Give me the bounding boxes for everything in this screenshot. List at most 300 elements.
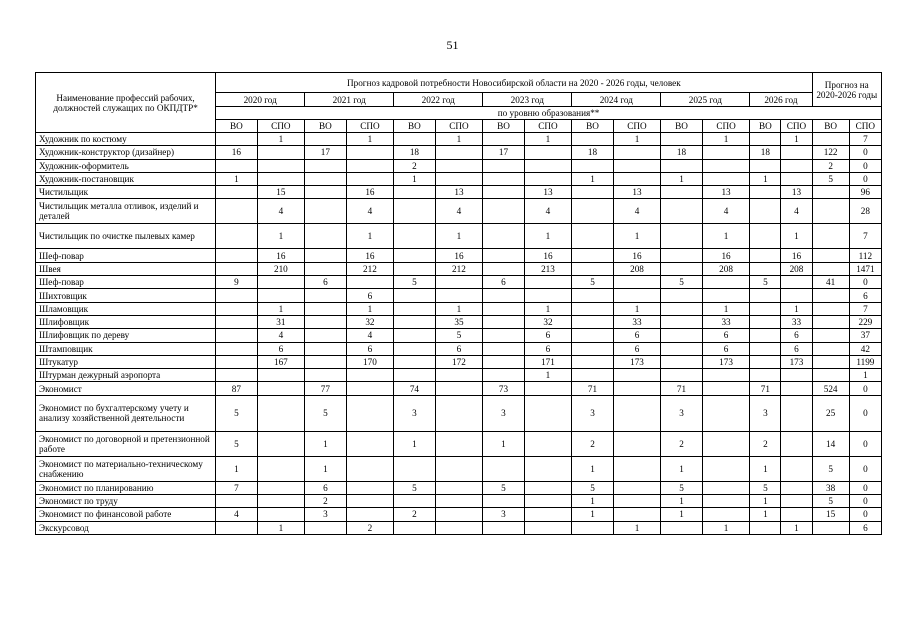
vo-value-cell: 18 <box>661 146 702 159</box>
spo-value-cell: 13 <box>613 186 661 199</box>
profession-name-cell: Чистильщик <box>36 186 216 199</box>
spo-value-cell <box>435 289 483 302</box>
spo-value-cell: 208 <box>781 262 812 275</box>
spo-value-cell: 6 <box>346 289 394 302</box>
vo-value-cell <box>216 249 257 262</box>
spo-value-cell: 6 <box>702 329 750 342</box>
spo-value-cell: 35 <box>435 315 483 328</box>
vo-value-cell: 5 <box>661 276 702 289</box>
spo-value-cell: 16 <box>524 249 572 262</box>
spo-value-cell <box>524 431 572 456</box>
table-header <box>36 73 882 133</box>
spo-value-cell <box>346 159 394 172</box>
spo-value-cell: 16 <box>702 249 750 262</box>
profession-name-cell: Шлифовщик по дереву <box>36 329 216 342</box>
vo-value-cell: 18 <box>394 146 435 159</box>
spo-value-cell: 4 <box>435 199 483 224</box>
vo-value-cell: 9 <box>216 276 257 289</box>
vo-value-cell <box>394 456 435 481</box>
total-forecast-header: Прогноз на 2020-2026 годы <box>812 73 882 107</box>
profession-name-cell: Шихтовщик <box>36 289 216 302</box>
spo-value-cell: 7 <box>849 133 881 146</box>
vo-value-cell <box>394 495 435 508</box>
vo-value-cell <box>394 355 435 368</box>
vo-value-cell <box>305 224 346 249</box>
vo-value-cell <box>305 521 346 534</box>
spo-value-cell <box>613 481 661 494</box>
vo-value-cell <box>305 329 346 342</box>
profession-name-cell: Экономист по договорной и претензионной работе <box>36 431 216 456</box>
table-row <box>36 395 882 431</box>
vo-value-cell: 1 <box>572 495 613 508</box>
spo-value-cell <box>257 146 305 159</box>
spo-value-cell: 7 <box>849 302 881 315</box>
vo-value-cell: 6 <box>483 276 524 289</box>
profession-name-cell: Художник по костюму <box>36 133 216 146</box>
spo-value-cell <box>781 276 812 289</box>
spo-value-cell <box>257 395 305 431</box>
profession-name-cell: Художник-оформитель <box>36 159 216 172</box>
vo-value-cell <box>661 369 702 382</box>
vo-value-cell: 87 <box>216 382 257 395</box>
spo-value-cell: 31 <box>257 315 305 328</box>
vo-value-cell <box>305 315 346 328</box>
spo-value-cell <box>702 456 750 481</box>
profession-name-cell: Шламовщик <box>36 302 216 315</box>
vo-value-cell: 1 <box>572 456 613 481</box>
spo-value-cell <box>702 395 750 431</box>
spo-value-cell <box>257 456 305 481</box>
vo-value-cell <box>305 355 346 368</box>
spo-value-cell: 6 <box>524 342 572 355</box>
vo-value-cell: 25 <box>812 395 849 431</box>
vo-value-cell <box>572 249 613 262</box>
spo-value-cell: 13 <box>435 186 483 199</box>
vo-value-cell <box>572 329 613 342</box>
vo-value-cell: 1 <box>661 172 702 185</box>
spo-value-cell <box>781 159 812 172</box>
spo-value-cell: 15 <box>257 186 305 199</box>
year-header: 2024 год <box>572 93 661 107</box>
spo-value-cell: 1 <box>524 369 572 382</box>
profession-column-header: Наименование профессий рабочих, должностей служащих по ОКПДТР* <box>36 73 216 133</box>
vo-value-cell <box>812 199 849 224</box>
vo-value-cell: 38 <box>812 481 849 494</box>
vo-value-cell <box>572 369 613 382</box>
vo-value-cell: 5 <box>812 456 849 481</box>
spo-value-cell <box>613 172 661 185</box>
vo-value-cell: 3 <box>661 395 702 431</box>
spo-value-cell <box>346 172 394 185</box>
vo-value-cell <box>750 289 781 302</box>
table-row <box>36 262 882 275</box>
vo-value-cell: 7 <box>216 481 257 494</box>
vo-value-cell <box>483 521 524 534</box>
vo-value-cell <box>812 133 849 146</box>
table-row <box>36 133 882 146</box>
year-header: 2022 год <box>394 93 483 107</box>
vo-value-cell <box>812 521 849 534</box>
spo-value-cell <box>524 382 572 395</box>
vo-value-cell <box>812 302 849 315</box>
vo-value-cell <box>572 133 613 146</box>
spo-value-cell <box>257 172 305 185</box>
level-spo-header: СПО <box>346 120 394 133</box>
vo-value-cell <box>661 224 702 249</box>
vo-value-cell <box>394 369 435 382</box>
vo-value-cell <box>661 342 702 355</box>
vo-value-cell: 5 <box>572 481 613 494</box>
level-spo-header: СПО <box>613 120 661 133</box>
vo-value-cell <box>750 159 781 172</box>
spo-value-cell <box>524 508 572 521</box>
vo-value-cell <box>812 355 849 368</box>
table-row <box>36 521 882 534</box>
year-header: 2020 год <box>216 93 305 107</box>
vo-value-cell: 1 <box>661 508 702 521</box>
vo-value-cell <box>394 521 435 534</box>
spo-value-cell: 6 <box>781 342 812 355</box>
vo-value-cell: 2 <box>661 431 702 456</box>
spo-value-cell <box>702 495 750 508</box>
spo-value-cell <box>257 159 305 172</box>
spo-value-cell: 16 <box>781 249 812 262</box>
vo-value-cell: 1 <box>394 172 435 185</box>
profession-name-cell: Чистильщик металла отливок, изделий и деталей <box>36 199 216 224</box>
spo-value-cell: 1 <box>257 133 305 146</box>
spo-value-cell <box>613 369 661 382</box>
spo-value-cell <box>346 481 394 494</box>
vo-value-cell <box>305 262 346 275</box>
vo-value-cell <box>305 289 346 302</box>
vo-value-cell <box>483 315 524 328</box>
spo-value-cell <box>524 159 572 172</box>
profession-name-cell: Штукатур <box>36 355 216 368</box>
vo-value-cell: 1 <box>661 456 702 481</box>
spo-value-cell <box>524 146 572 159</box>
vo-value-cell <box>572 186 613 199</box>
vo-value-cell <box>661 289 702 302</box>
spo-value-cell <box>435 395 483 431</box>
profession-name-cell: Художник-конструктор (дизайнер) <box>36 146 216 159</box>
vo-value-cell: 1 <box>661 495 702 508</box>
vo-value-cell: 1 <box>216 456 257 481</box>
spo-value-cell: 1 <box>524 133 572 146</box>
spo-value-cell: 13 <box>781 186 812 199</box>
vo-value-cell <box>394 199 435 224</box>
level-spo-header: СПО <box>702 120 750 133</box>
vo-value-cell <box>305 159 346 172</box>
spo-value-cell: 173 <box>781 355 812 368</box>
vo-value-cell <box>216 355 257 368</box>
vo-value-cell <box>812 342 849 355</box>
vo-value-cell: 1 <box>394 431 435 456</box>
spo-value-cell <box>435 495 483 508</box>
table-row <box>36 481 882 494</box>
spo-value-cell: 167 <box>257 355 305 368</box>
vo-value-cell <box>483 249 524 262</box>
spo-value-cell: 6 <box>702 342 750 355</box>
spo-value-cell <box>257 369 305 382</box>
spo-value-cell: 1 <box>613 133 661 146</box>
vo-value-cell <box>812 249 849 262</box>
table-row <box>36 146 882 159</box>
table-row <box>36 289 882 302</box>
vo-value-cell <box>216 199 257 224</box>
vo-value-cell <box>572 224 613 249</box>
spo-value-cell <box>613 159 661 172</box>
profession-name-cell: Штурман дежурный аэропорта <box>36 369 216 382</box>
vo-value-cell <box>216 133 257 146</box>
vo-value-cell <box>661 315 702 328</box>
vo-value-cell: 4 <box>216 508 257 521</box>
spo-value-cell <box>613 382 661 395</box>
spo-value-cell: 1 <box>346 224 394 249</box>
vo-value-cell <box>216 302 257 315</box>
vo-value-cell: 3 <box>483 395 524 431</box>
spo-value-cell <box>524 481 572 494</box>
spo-value-cell: 1 <box>613 224 661 249</box>
vo-value-cell: 1 <box>750 508 781 521</box>
spo-value-cell <box>435 431 483 456</box>
vo-value-cell: 5 <box>661 481 702 494</box>
vo-value-cell: 3 <box>572 395 613 431</box>
spo-value-cell <box>613 508 661 521</box>
spo-value-cell <box>613 289 661 302</box>
spo-value-cell: 1 <box>702 302 750 315</box>
spo-value-cell: 0 <box>849 481 881 494</box>
table-row <box>36 369 882 382</box>
vo-value-cell: 1 <box>483 431 524 456</box>
vo-value-cell <box>572 159 613 172</box>
vo-value-cell <box>216 262 257 275</box>
vo-value-cell <box>661 186 702 199</box>
spo-value-cell <box>346 146 394 159</box>
spo-value-cell <box>435 508 483 521</box>
vo-value-cell <box>483 133 524 146</box>
spo-value-cell <box>702 172 750 185</box>
spo-value-cell: 33 <box>613 315 661 328</box>
profession-name-cell: Экономист <box>36 382 216 395</box>
spo-value-cell <box>702 431 750 456</box>
vo-value-cell <box>394 289 435 302</box>
spo-value-cell <box>346 495 394 508</box>
table-row <box>36 495 882 508</box>
spo-value-cell: 16 <box>346 186 394 199</box>
table-row <box>36 172 882 185</box>
spo-value-cell: 1199 <box>849 355 881 368</box>
spo-value-cell: 0 <box>849 508 881 521</box>
spo-value-cell: 6 <box>849 289 881 302</box>
spo-value-cell: 4 <box>781 199 812 224</box>
spo-value-cell <box>435 369 483 382</box>
spo-value-cell <box>613 495 661 508</box>
spo-value-cell <box>702 159 750 172</box>
vo-value-cell: 74 <box>394 382 435 395</box>
spo-value-cell: 1 <box>781 302 812 315</box>
vo-value-cell <box>483 355 524 368</box>
profession-name-cell: Швея <box>36 262 216 275</box>
vo-value-cell: 5 <box>572 276 613 289</box>
spo-value-cell: 16 <box>257 249 305 262</box>
spo-value-cell: 1 <box>346 302 394 315</box>
spo-value-cell: 4 <box>702 199 750 224</box>
spo-value-cell: 16 <box>346 249 394 262</box>
table-row <box>36 431 882 456</box>
spo-value-cell <box>524 521 572 534</box>
vo-value-cell <box>812 329 849 342</box>
spo-value-cell <box>524 172 572 185</box>
spo-value-cell: 33 <box>781 315 812 328</box>
spo-value-cell: 0 <box>849 431 881 456</box>
vo-value-cell <box>812 289 849 302</box>
spo-value-cell: 171 <box>524 355 572 368</box>
vo-value-cell <box>305 369 346 382</box>
spo-value-cell <box>346 276 394 289</box>
spo-value-cell <box>257 481 305 494</box>
spo-value-cell: 208 <box>613 262 661 275</box>
vo-value-cell <box>483 159 524 172</box>
spo-value-cell <box>613 431 661 456</box>
spo-value-cell: 0 <box>849 382 881 395</box>
spo-value-cell: 6 <box>849 521 881 534</box>
vo-value-cell <box>483 456 524 481</box>
profession-name-cell: Шеф-повар <box>36 276 216 289</box>
vo-value-cell: 17 <box>305 146 346 159</box>
vo-value-cell: 3 <box>483 508 524 521</box>
spo-value-cell <box>524 456 572 481</box>
profession-name-cell: Экономист по планированию <box>36 481 216 494</box>
vo-value-cell: 1 <box>572 508 613 521</box>
spo-value-cell <box>781 481 812 494</box>
spo-value-cell <box>613 146 661 159</box>
vo-value-cell <box>661 521 702 534</box>
level-vo-header: ВО <box>483 120 524 133</box>
vo-value-cell <box>750 224 781 249</box>
table-row <box>36 159 882 172</box>
spo-value-cell: 28 <box>849 199 881 224</box>
vo-value-cell: 5 <box>216 431 257 456</box>
spo-value-cell: 173 <box>702 355 750 368</box>
spo-value-cell: 16 <box>435 249 483 262</box>
vo-value-cell <box>750 329 781 342</box>
spo-value-cell: 208 <box>702 262 750 275</box>
level-vo-header: ВО <box>750 120 781 133</box>
vo-value-cell: 16 <box>216 146 257 159</box>
profession-name-cell: Штамповщик <box>36 342 216 355</box>
vo-value-cell <box>483 224 524 249</box>
spo-value-cell <box>524 395 572 431</box>
vo-value-cell <box>750 133 781 146</box>
table-row <box>36 315 882 328</box>
spo-value-cell <box>257 382 305 395</box>
vo-value-cell: 5 <box>812 495 849 508</box>
vo-value-cell <box>216 521 257 534</box>
vo-value-cell <box>661 159 702 172</box>
level-vo-header: ВО <box>394 120 435 133</box>
vo-value-cell: 2 <box>812 159 849 172</box>
level-vo-header: ВО <box>812 120 849 133</box>
spo-value-cell: 6 <box>346 342 394 355</box>
spo-value-cell: 1471 <box>849 262 881 275</box>
year-header: 2023 год <box>483 93 572 107</box>
spo-value-cell: 170 <box>346 355 394 368</box>
spo-value-cell: 96 <box>849 186 881 199</box>
spo-value-cell <box>781 508 812 521</box>
spo-value-cell <box>435 172 483 185</box>
vo-value-cell: 2 <box>305 495 346 508</box>
spo-value-cell: 1 <box>346 133 394 146</box>
vo-value-cell <box>394 224 435 249</box>
spo-value-cell <box>781 172 812 185</box>
spo-value-cell: 4 <box>257 199 305 224</box>
vo-value-cell <box>305 186 346 199</box>
spo-value-cell <box>435 481 483 494</box>
vo-value-cell <box>483 302 524 315</box>
profession-name-cell: Экономист по финансовой работе <box>36 508 216 521</box>
vo-value-cell: 71 <box>661 382 702 395</box>
spo-value-cell <box>781 395 812 431</box>
vo-value-cell: 524 <box>812 382 849 395</box>
vo-value-cell <box>750 369 781 382</box>
spo-value-cell: 0 <box>849 172 881 185</box>
table-row <box>36 329 882 342</box>
spo-value-cell: 6 <box>435 342 483 355</box>
vo-value-cell <box>750 262 781 275</box>
profession-name-cell: Экономист по труду <box>36 495 216 508</box>
spo-value-cell: 1 <box>781 224 812 249</box>
spo-value-cell: 5 <box>435 329 483 342</box>
vo-value-cell <box>750 302 781 315</box>
vo-value-cell <box>750 355 781 368</box>
table-row <box>36 382 882 395</box>
spo-value-cell <box>613 456 661 481</box>
vo-value-cell <box>661 133 702 146</box>
vo-value-cell: 1 <box>750 172 781 185</box>
spo-value-cell: 7 <box>849 224 881 249</box>
vo-value-cell: 122 <box>812 146 849 159</box>
vo-value-cell <box>394 329 435 342</box>
vo-value-cell <box>483 369 524 382</box>
vo-value-cell <box>572 342 613 355</box>
spo-value-cell: 1 <box>781 521 812 534</box>
vo-value-cell: 1 <box>572 172 613 185</box>
level-spo-header: СПО <box>435 120 483 133</box>
vo-value-cell <box>572 289 613 302</box>
vo-value-cell: 3 <box>394 395 435 431</box>
vo-value-cell <box>661 199 702 224</box>
vo-value-cell <box>483 186 524 199</box>
vo-value-cell: 1 <box>216 172 257 185</box>
level-vo-header: ВО <box>216 120 257 133</box>
spo-value-cell: 1 <box>435 224 483 249</box>
education-level-header: по уровню образования** <box>216 107 882 120</box>
table-row <box>36 355 882 368</box>
spo-value-cell <box>346 395 394 431</box>
spo-value-cell: 0 <box>849 456 881 481</box>
spo-value-cell: 6 <box>613 342 661 355</box>
vo-value-cell: 73 <box>483 382 524 395</box>
vo-value-cell <box>483 172 524 185</box>
spo-value-cell: 1 <box>702 521 750 534</box>
vo-value-cell <box>394 249 435 262</box>
spo-value-cell <box>781 495 812 508</box>
spo-value-cell <box>702 382 750 395</box>
spo-value-cell <box>524 276 572 289</box>
spo-value-cell <box>257 508 305 521</box>
spo-value-cell: 0 <box>849 146 881 159</box>
vo-value-cell <box>572 302 613 315</box>
